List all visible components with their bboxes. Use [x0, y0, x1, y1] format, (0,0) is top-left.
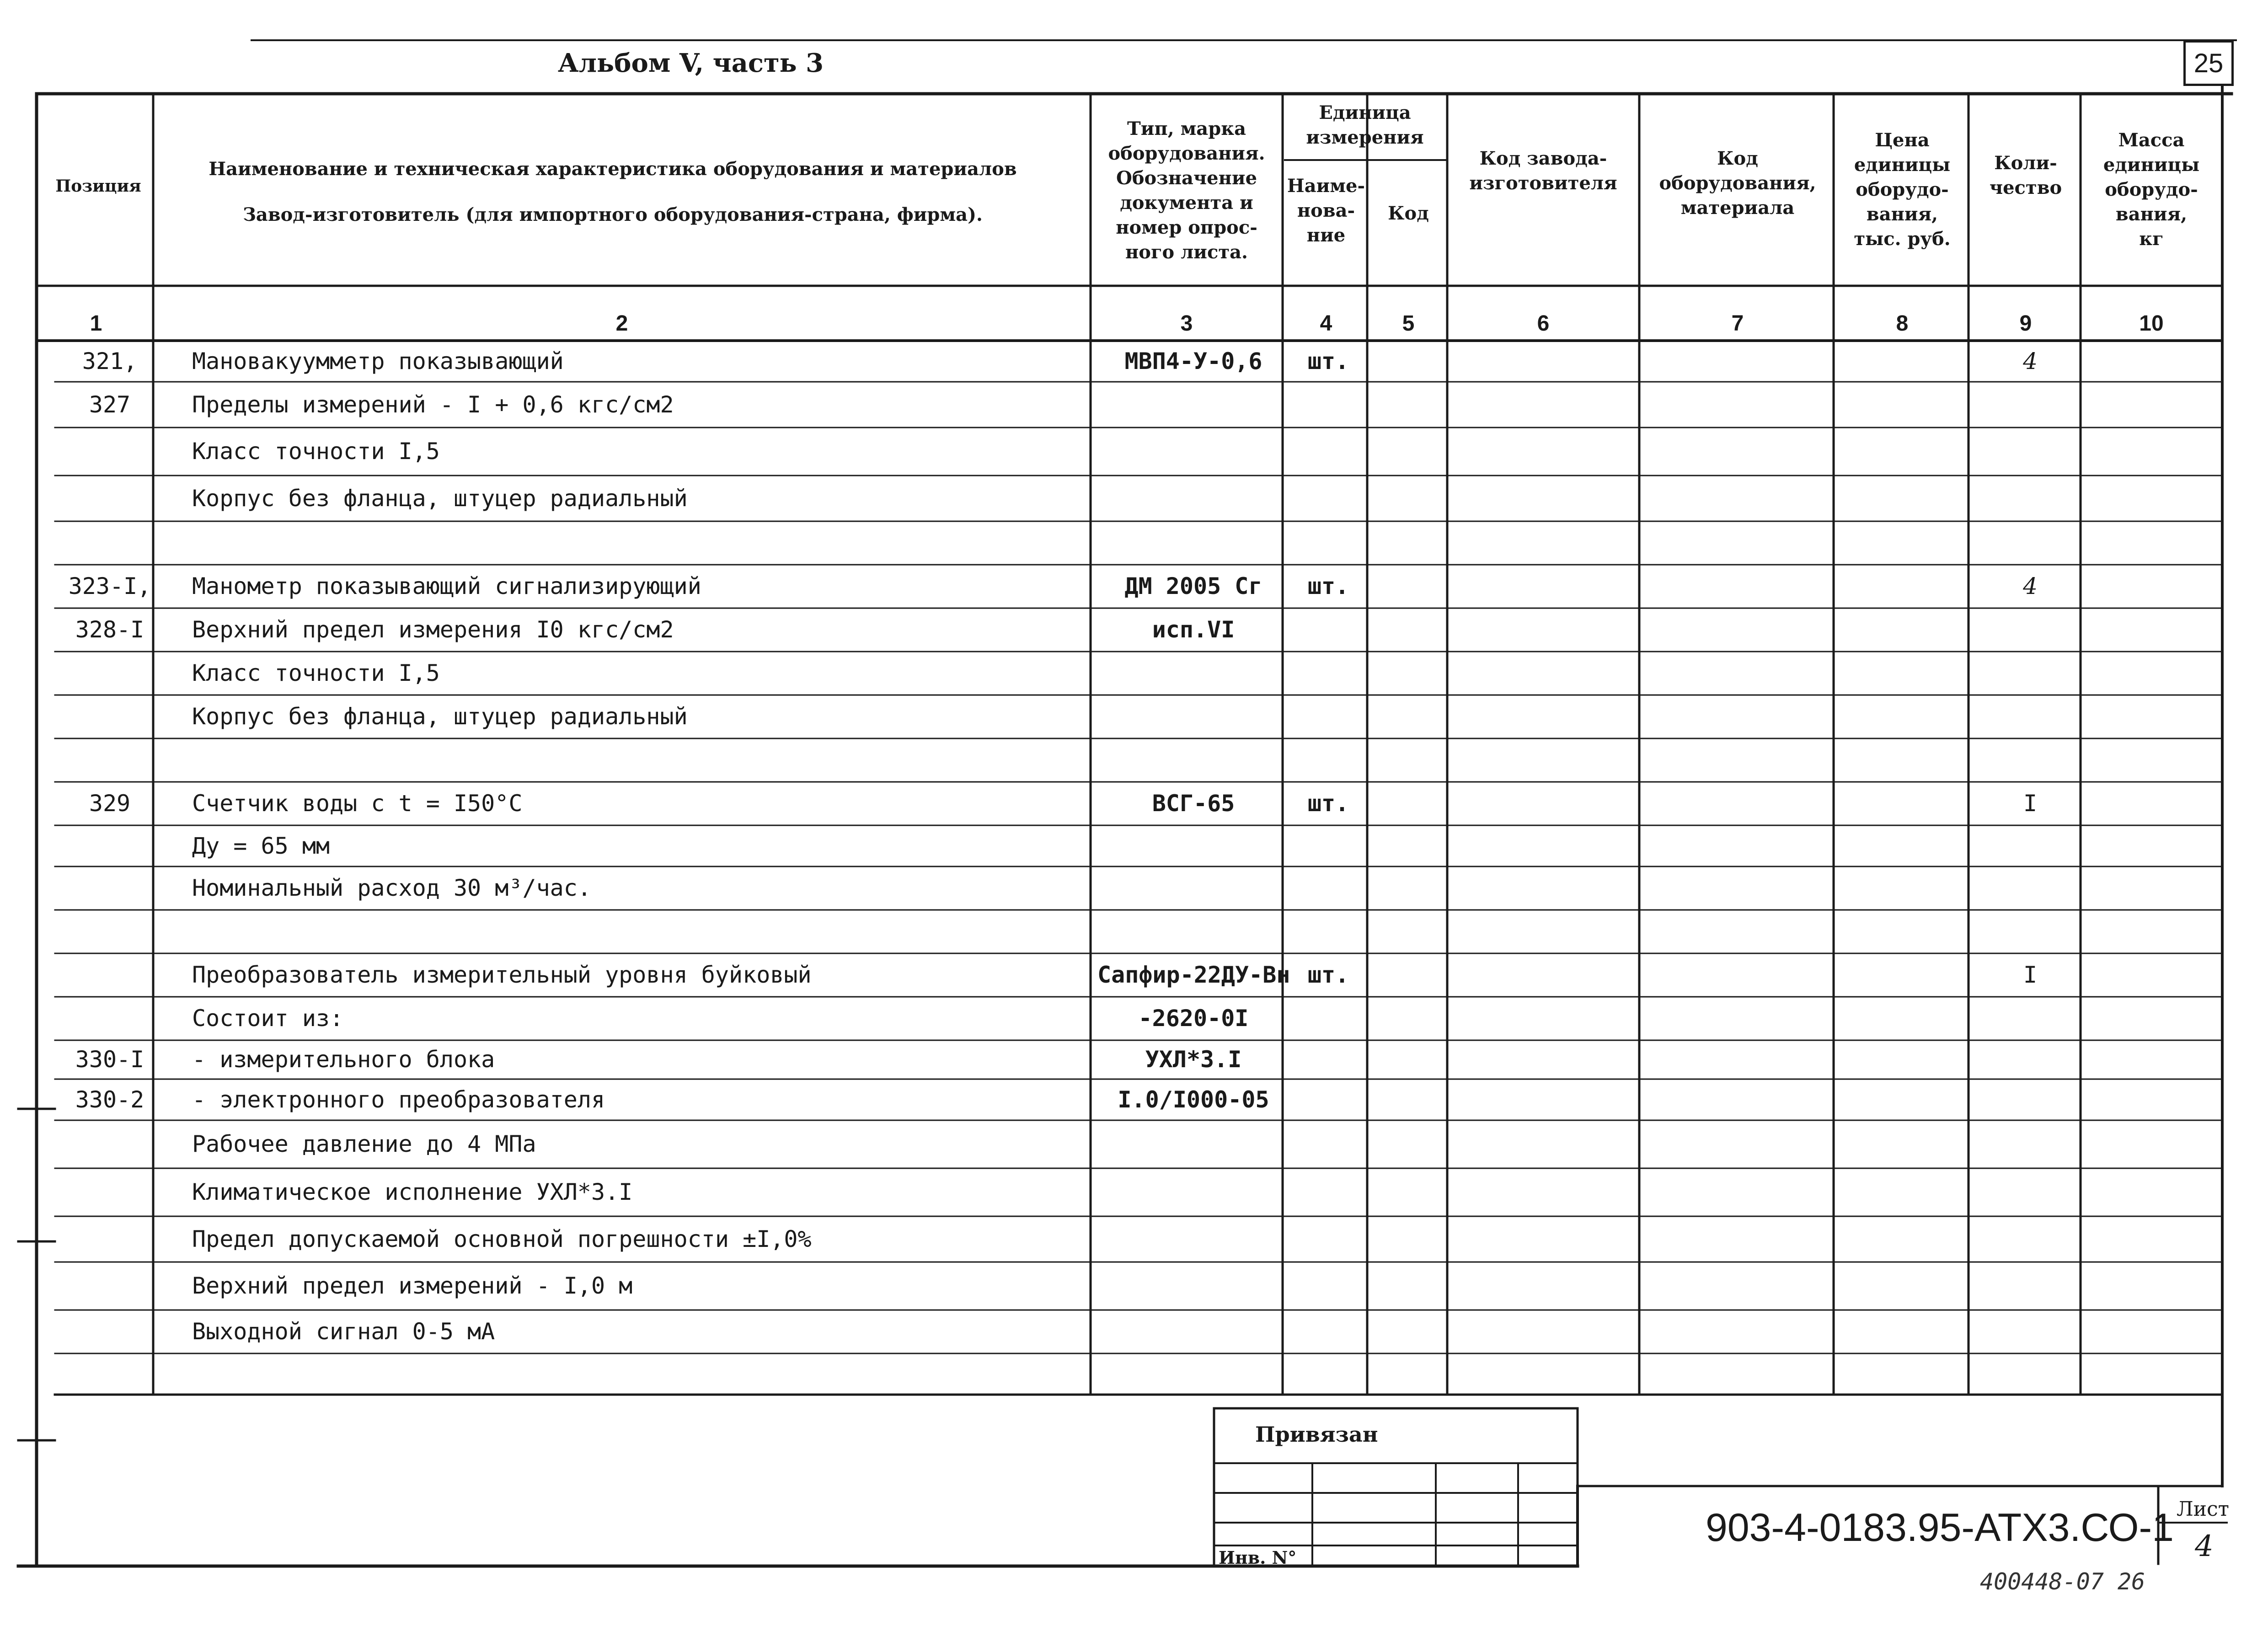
cell-unit	[1285, 476, 1372, 521]
sheet-number-box: 25	[2183, 40, 2234, 86]
cell-type: I.0/I000-05	[1118, 1086, 1269, 1113]
cell-quantity	[1971, 825, 2090, 866]
cell-position: 327	[89, 391, 131, 418]
cell-position	[64, 1353, 155, 1395]
cell-quantity	[1971, 738, 2090, 782]
cell-quantity	[1971, 1079, 2090, 1120]
header-factory-code: Код завода- изготовителя	[1469, 148, 1617, 194]
cell-name: Выходной сигнал 0-5 мА	[192, 1318, 495, 1345]
cell-type: -2620-0I	[1138, 1005, 1249, 1032]
header-mass: Масса единицы оборудо- вания, кг	[2103, 129, 2200, 250]
document-number: 903-4-0183.95-АТХ3.СО-1	[1706, 1506, 2174, 1550]
cell-unit: шт.	[1307, 573, 1349, 599]
cell-unit	[1285, 1216, 1372, 1262]
cell-name	[192, 910, 1088, 953]
cell-quantity	[1971, 1310, 2090, 1353]
cell-quantity	[1971, 608, 2090, 652]
column-number: 1	[90, 311, 102, 336]
cell-quantity	[1971, 476, 2090, 521]
cell-type: ДМ 2005 Сг	[1124, 573, 1262, 599]
cell-type	[1097, 1216, 1289, 1262]
cell-type	[1097, 866, 1289, 910]
cell-unit	[1285, 866, 1372, 910]
cell-type: УХЛ*3.I	[1145, 1046, 1242, 1073]
cell-position: 330-2	[75, 1086, 144, 1113]
cell-position	[64, 1310, 155, 1353]
cell-name: - измерительного блока	[192, 1046, 495, 1073]
cell-unit	[1285, 428, 1372, 476]
cell-quantity	[1971, 910, 2090, 953]
header-unit-group: Единица измерения	[1306, 102, 1424, 148]
cell-unit	[1285, 1262, 1372, 1310]
column-number: 5	[1402, 311, 1415, 336]
column-number: 3	[1180, 311, 1193, 336]
cell-unit: шт.	[1307, 790, 1349, 817]
cell-unit: шт.	[1307, 962, 1349, 988]
cell-type: МВП4-У-0,6	[1124, 348, 1262, 374]
header-quantity: Коли- чество	[1989, 152, 2062, 198]
cell-type: ВСГ-65	[1152, 790, 1235, 817]
cell-position	[64, 695, 155, 738]
cell-name: Класс точности I,5	[192, 660, 440, 686]
cell-unit	[1285, 382, 1372, 428]
cell-quantity: I	[2023, 962, 2038, 988]
cell-unit	[1285, 910, 1372, 953]
cell-name: Номинальный расход 30 м³/час.	[192, 875, 591, 901]
cell-type	[1097, 1353, 1289, 1395]
cell-name: Манометр показывающий сигнализирующий	[192, 573, 701, 599]
cell-position: 328-I	[75, 616, 144, 643]
cell-quantity	[1971, 1353, 2090, 1395]
cell-position	[64, 910, 155, 953]
cell-name: Верхний предел измерения I0 кгс/см2	[192, 616, 674, 643]
cell-quantity	[1971, 1168, 2090, 1216]
cell-quantity	[1971, 997, 2090, 1040]
cell-quantity: 4	[2023, 348, 2038, 374]
cell-position: 321,	[82, 348, 138, 374]
cell-name: Мановакуумметр показывающий	[192, 348, 564, 374]
archive-number: 400448-07 26	[1980, 1568, 2145, 1595]
cell-quantity	[1971, 382, 2090, 428]
cell-position	[64, 825, 155, 866]
cell-position	[64, 1168, 155, 1216]
column-number: 9	[2019, 311, 2032, 336]
cell-quantity	[1971, 521, 2090, 565]
cell-name: Корпус без фланца, штуцер радиальный	[192, 703, 688, 730]
cell-type	[1097, 910, 1289, 953]
cell-name: Состоит из:	[192, 1005, 344, 1032]
cell-unit	[1285, 825, 1372, 866]
cell-name: Рабочее давление до 4 МПа	[192, 1131, 536, 1157]
cell-name: Верхний предел измерений - I,0 м	[192, 1273, 633, 1299]
cell-type	[1097, 825, 1289, 866]
cell-unit	[1285, 1079, 1372, 1120]
column-number: 4	[1320, 311, 1332, 336]
cell-name: Счетчик воды с t = I50°C	[192, 790, 523, 817]
cell-quantity	[1971, 1216, 2090, 1262]
cell-name: Пределы измерений - I + 0,6 кгс/см2	[192, 391, 674, 418]
cell-position	[64, 953, 155, 997]
column-number: 8	[1896, 311, 1909, 336]
album-title: Альбом V, часть 3	[558, 48, 824, 78]
cell-name: Климатическое исполнение УХЛ*3.I	[192, 1179, 633, 1205]
cell-position	[64, 738, 155, 782]
cell-unit	[1285, 1040, 1372, 1079]
column-number: 10	[2139, 311, 2164, 336]
cell-position: 329	[89, 790, 131, 817]
cell-quantity	[1971, 866, 2090, 910]
sheet-label: Лист	[2177, 1497, 2230, 1521]
bound-label: Привязан	[1255, 1422, 1378, 1447]
cell-type	[1097, 476, 1289, 521]
cell-quantity	[1971, 695, 2090, 738]
cell-unit	[1285, 1168, 1372, 1216]
cell-type: Сапфир-22ДУ-Вн	[1097, 962, 1290, 988]
cell-position	[64, 428, 155, 476]
cell-unit	[1285, 1120, 1372, 1168]
cell-quantity	[1971, 428, 2090, 476]
cell-quantity: I	[2023, 790, 2038, 817]
cell-unit	[1285, 608, 1372, 652]
cell-unit	[1285, 1310, 1372, 1353]
cell-unit: шт.	[1307, 348, 1349, 374]
cell-type	[1097, 382, 1289, 428]
cell-name	[192, 1353, 1088, 1395]
header-unit-code: Код	[1388, 203, 1429, 224]
cell-unit	[1285, 695, 1372, 738]
column-number: 2	[615, 311, 628, 336]
cell-position	[64, 1120, 155, 1168]
inventory-label: Инв. N°	[1219, 1547, 1297, 1568]
cell-position	[64, 1262, 155, 1310]
header-position: Позиция	[55, 176, 141, 196]
sheet-page-number: 4	[2195, 1529, 2214, 1563]
cell-name	[192, 521, 1088, 565]
column-number: 6	[1537, 311, 1550, 336]
cell-name	[192, 738, 1088, 782]
cell-position	[64, 997, 155, 1040]
cell-type	[1097, 1120, 1289, 1168]
cell-position: 323-I,	[68, 573, 151, 599]
cell-type	[1097, 428, 1289, 476]
cell-unit	[1285, 738, 1372, 782]
cell-quantity: 4	[2023, 573, 2038, 599]
cell-type	[1097, 695, 1289, 738]
header-price: Цена единицы оборудо- вания, тыс. руб.	[1854, 129, 1951, 250]
header-name: Наименование и техническая характеристика оборудования и материалов Завод-изготовитель (для импортного оборудования-страна, фирма).	[209, 158, 1017, 225]
cell-position	[64, 521, 155, 565]
cell-quantity	[1971, 652, 2090, 695]
cell-position	[64, 476, 155, 521]
cell-name: Класс точности I,5	[192, 438, 440, 465]
cell-name: - электронного преобразователя	[192, 1086, 605, 1113]
header-unit-name: Наиме- нова- ние	[1287, 175, 1365, 246]
cell-unit	[1285, 521, 1372, 565]
cell-position	[64, 1216, 155, 1262]
header-type: Тип, марка оборудования. Обозначение документа и номер опрос- ного листа.	[1108, 118, 1265, 263]
cell-name: Корпус без фланца, штуцер радиальный	[192, 485, 688, 512]
cell-quantity	[1971, 1120, 2090, 1168]
cell-type: исп.VI	[1152, 616, 1235, 643]
cell-unit	[1285, 1353, 1372, 1395]
cell-position: 330-I	[75, 1046, 144, 1073]
cell-quantity	[1971, 1040, 2090, 1079]
column-number: 7	[1731, 311, 1744, 336]
cell-type	[1097, 1168, 1289, 1216]
cell-unit	[1285, 652, 1372, 695]
cell-name: Преобразователь измерительный уровня буйковый	[192, 962, 812, 988]
cell-type	[1097, 521, 1289, 565]
header-equipment-code: Код оборудования, материала	[1659, 148, 1816, 219]
cell-name: Ду = 65 мм	[192, 833, 330, 859]
cell-type	[1097, 1310, 1289, 1353]
cell-position	[64, 652, 155, 695]
cell-quantity	[1971, 1262, 2090, 1310]
cell-position	[64, 866, 155, 910]
cell-type	[1097, 652, 1289, 695]
cell-type	[1097, 1262, 1289, 1310]
cell-type	[1097, 738, 1289, 782]
cell-name: Предел допускаемой основной погрешности ±I,0%	[192, 1226, 812, 1252]
cell-unit	[1285, 997, 1372, 1040]
